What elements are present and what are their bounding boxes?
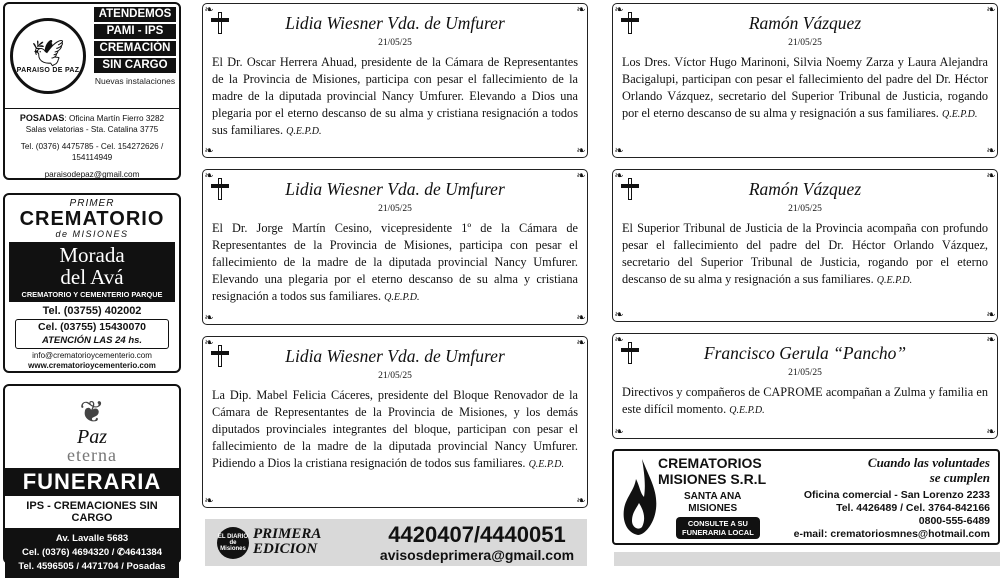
ornament-icon: ❧ [614,426,624,438]
crematorios-name-2: MISIONES S.R.L [658,471,767,487]
morada-name-2: del Avá [60,265,124,289]
crematorios-consult-1: CONSULTE A SU [687,519,748,528]
notice-text: Los Dres. Víctor Hugo Marinoni, Silvia Noemy Zarza y Laura Alejandra Bacigalupi, participan con pesar el fallecimiento del padre del Dr. Héctor Orlando Vázquez, secretario del Superior Tribunal de Justicia, rogando por el eterno descanso de su alma y resignación a sus familiares. [622,55,988,120]
ornament-icon: ❧ [576,4,586,16]
dove-icon: 🕊 [31,37,65,68]
ad-paz-eterna [3,384,181,572]
paraiso-line-4: SIN CARGO [94,58,176,73]
notice-text: El Dr. Jorge Martín Cesino, vicepresidente 1º de la Cámara de Representantes de la Provincia de Misiones, participa con pesar el fallecimiento de la madre de la diputada provincial Nancy Umfurer. Elevando una plegaria por el eterno descanso de su alma y cristiana resignación a todos sus familiares. [212,221,578,303]
morada-cel: Cel. (03755) 15430070 [38,321,146,333]
crematorios-name-1: CREMATORIOS [658,455,762,471]
obituary-notice [202,169,588,325]
paz-eterna-logo [5,386,179,468]
morada-atencion: ATENCIÓN LAS 24 hs. [41,335,143,346]
paz-eterna-eterna: eterna [67,445,117,465]
ornament-icon: ❧ [204,145,214,157]
notice-qepd: Q.E.P.D. [876,275,913,286]
notice-date: 21/05/25 [378,38,412,48]
paraiso-note: Nuevas instalaciones [94,76,176,86]
crematorios-misiones: MISIONES [688,503,738,514]
paraiso-tel: Tel. (0376) 4475785 - Cel. 154272626 / 154114949 [20,142,164,162]
paraiso-line-1: ATENDEMOS [94,7,176,22]
ornament-icon: ❧ [614,334,624,346]
notice-qepd: Q.E.P.D. [528,459,564,470]
primera-tel: 4420407/4440051 [388,521,566,547]
paraiso-line-3: CREMACIÓN [94,41,176,56]
morada-sub: CREMATORIO Y CEMENTERIO PARQUE [21,290,163,299]
ornament-icon: ❧ [204,495,214,507]
primera-logo-circle: EL DIARIO de Misiones [217,527,249,559]
crematorios-toll: 0800-555-6489 [918,515,990,527]
crematorios-santa-ana: SANTA ANA [684,491,742,502]
paraiso-email[interactable]: paraisodepaz@gmail.com [44,170,140,179]
obituary-notice [202,336,588,508]
ornament-icon: ❧ [986,145,996,157]
morada-email[interactable]: info@crematorioycementerio.com [32,351,152,360]
ornament-icon: ❧ [576,145,586,157]
morada-tel: Tel. (03755) 402002 [42,305,142,317]
crematorios-slogan-2: se cumplen [929,470,990,485]
obituary-notice [202,3,588,158]
notice-text: El Dr. Oscar Herrera Ahuad, presidente de la Cámara de Representantes de la Provincia de Misiones, participa con pesar el fallecimiento de la madre de la diputada provincial Nancy Umfurer. Elevando a Dios una plegaria por el eterno descanso de su alma y cristiana resignación a todos sus familiares. [212,55,578,137]
notice-date: 21/05/25 [378,204,412,214]
paz-eterna-ips: IPS - CREMACIONES SIN CARGO [5,496,179,529]
primera-email[interactable]: avisosdeprimera@gmail.com [379,546,575,563]
notice-name: Lidia Wiesner Vda. de Umfurer [285,346,505,366]
paraiso-logo [5,4,91,108]
paz-eterna-address: Av. Lavalle 5683 [55,533,129,544]
obituary-notice [612,333,998,439]
paraiso-address-label: POSADAS [19,113,65,123]
ornament-icon: ❧ [204,170,214,182]
crematorios-misiones-banner [612,449,1000,545]
crematorios-office: Oficina comercial - San Lorenzo 2233 [803,489,990,501]
paraiso-salas: Salas velatorias - Sta. Catalina 3775 [25,125,159,134]
paz-eterna-funeraria: FUNERARIA [5,468,179,496]
leaf-icon: ❦ [79,396,105,429]
primera-edicion-banner [205,519,587,566]
crematorios-consult-2: FUNERARIA LOCAL [682,528,754,537]
ornament-icon: ❧ [986,170,996,182]
crematorios-tel: Tel. 4426489 / Cel. 3764-842166 [836,502,990,514]
notice-date: 21/05/25 [378,371,412,381]
primera-edicion-logo [217,525,367,561]
notice-date: 21/05/25 [788,38,822,48]
crematorios-email[interactable]: e-mail: crematoriosmnes@hotmail.com [793,528,990,540]
ornament-icon: ❧ [576,170,586,182]
ornament-icon: ❧ [576,312,586,324]
paraiso-address: : Oficina Martín Fierro 3282 [64,114,165,123]
ornament-icon: ❧ [614,170,624,182]
ornament-icon: ❧ [986,309,996,321]
ornament-icon: ❧ [614,145,624,157]
ornament-icon: ❧ [614,4,624,16]
ad-paraiso-header [5,4,179,109]
notice-name: Francisco Gerula “Pancho” [703,343,907,363]
morada-de-misiones: de MISIONES [55,229,129,239]
notice-text: El Superior Tribunal de Justicia de la Provincia acompaña con profundo pesar el fallecimiento del padre del Dr. Héctor Orlando Vázquez, secretario del Superior Tribunal de Justicia, rogando por el eterno descanso de su alma y resignación a sus familiares. [622,221,988,286]
morada-name-1: Morada [59,243,125,267]
ornament-icon: ❧ [204,312,214,324]
primera-logo-line1: PRIMERA [253,525,322,542]
notice-qepd: Q.E.P.D. [729,405,765,416]
bottom-strip [614,552,1000,566]
ornament-icon: ❧ [204,337,214,349]
flame-icon [620,457,660,537]
notice-qepd: Q.E.P.D. [286,126,322,137]
paraiso-line-2: PAMI - IPS [94,24,176,39]
paraiso-brand: PARAISO DE PAZ [16,66,80,74]
notice-name: Ramón Vázquez [748,179,862,199]
notice-name: Ramón Vázquez [748,13,862,33]
ornament-icon: ❧ [576,337,586,349]
ornament-icon: ❧ [204,4,214,16]
morada-crematorio: CREMATORIO [19,208,165,230]
ornament-icon: ❧ [614,309,624,321]
notice-text: La Dip. Mabel Felicia Cáceres, presidente del Bloque Renovador de la Cámara de Representantes de la Provincia de Misiones, y los demás diputados provinciales integrantes del bloque, participan con pesar el fallecimiento de la madre de la diputada provincial Nancy Umfurer. Pidiendo a Dios la cristiana resignación de todos sus familiares. [212,388,578,470]
notice-date: 21/05/25 [788,204,822,214]
morada-web[interactable]: www.crematorioycementerio.com [28,361,156,370]
paz-eterna-cel: Cel. (0376) 4694320 / ✆4641384 [21,547,162,558]
notice-qepd: Q.E.P.D. [941,109,978,120]
notice-name: Lidia Wiesner Vda. de Umfurer [285,179,505,199]
notice-name: Lidia Wiesner Vda. de Umfurer [285,13,505,33]
primera-logo-line2: EDICION [253,540,318,557]
ad-morada-del-ava [3,193,181,373]
notice-text: Directivos y compañeros de CAPROME acompañan a Zulma y familia en este difícil momento. [622,385,988,416]
crematorios-slogan-1: Cuando las voluntades [867,455,990,470]
ornament-icon: ❧ [576,495,586,507]
ad-paraiso-de-paz [3,2,181,180]
obituary-notice [612,169,998,322]
notice-date: 21/05/25 [788,368,822,378]
ornament-icon: ❧ [986,4,996,16]
notice-qepd: Q.E.P.D. [384,292,420,303]
ornament-icon: ❧ [986,426,996,438]
paz-eterna-paz: Paz [77,426,107,448]
ornament-icon: ❧ [986,334,996,346]
paz-eterna-tel: Tel. 4596505 / 4471704 / Posadas [18,561,166,572]
morada-primer: PRIMER [69,198,115,209]
obituary-notice [612,3,998,158]
